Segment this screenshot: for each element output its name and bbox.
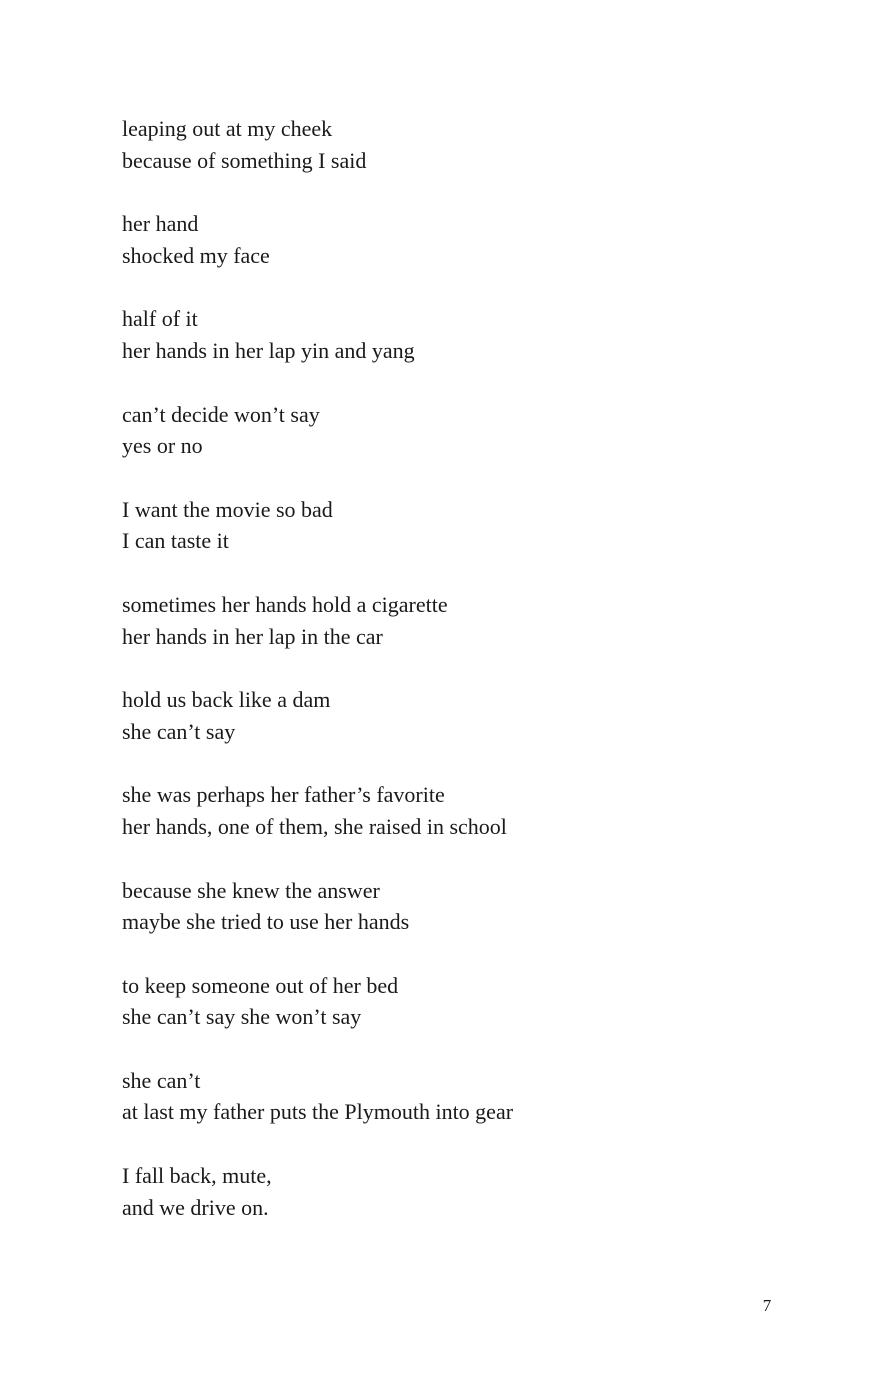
stanza — [122, 208, 802, 271]
poem-line: she can’t say — [122, 718, 236, 744]
page-number: 7 — [762, 1296, 772, 1315]
poem-line: I can taste it — [122, 528, 229, 554]
stanza — [122, 589, 802, 652]
stanza — [122, 494, 802, 557]
poem-line: I fall back, mute, — [122, 1163, 272, 1189]
stanza — [122, 399, 802, 462]
poem-line: at last my father puts the Plymouth into gear — [122, 1099, 514, 1125]
stanza — [122, 684, 802, 747]
poem-line: leaping out at my cheek — [122, 116, 333, 141]
poem-line: can’t decide won’t say — [122, 401, 320, 427]
poem-line: because of something I said — [122, 147, 367, 173]
poem-line: yes or no — [122, 433, 203, 459]
stanza — [122, 303, 802, 366]
poem-line: she can’t — [122, 1067, 201, 1093]
poem-line: maybe she tried to use her hands — [122, 909, 410, 935]
poem-line: she was perhaps her father’s favorite — [122, 782, 445, 808]
poem-line: hold us back like a dam — [122, 687, 331, 713]
poem-line: I want the movie so bad — [122, 496, 333, 522]
poem-line: her hands in her lap in the car — [122, 623, 383, 649]
poem-line: shocked my face — [122, 242, 270, 268]
stanza — [122, 1065, 802, 1128]
poem-line: and we drive on. — [122, 1194, 269, 1220]
poem-line: her hands, one of them, she raised in school — [122, 813, 507, 839]
stanza — [122, 1160, 802, 1223]
poem-line: sometimes her hands hold a cigarette — [122, 591, 448, 617]
poem-line: half of it — [122, 306, 198, 332]
stanza — [122, 779, 802, 842]
stanza — [122, 113, 802, 176]
poem-line: she can’t say she won’t say — [122, 1004, 362, 1030]
poem-line: her hand — [122, 211, 199, 237]
stanza — [122, 970, 802, 1033]
poem-body — [122, 113, 802, 1255]
poem-line: to keep someone out of her bed — [122, 972, 399, 998]
poem-line: her hands in her lap yin and yang — [122, 337, 415, 363]
poem-line: because she knew the answer — [122, 877, 380, 903]
stanza — [122, 875, 802, 938]
